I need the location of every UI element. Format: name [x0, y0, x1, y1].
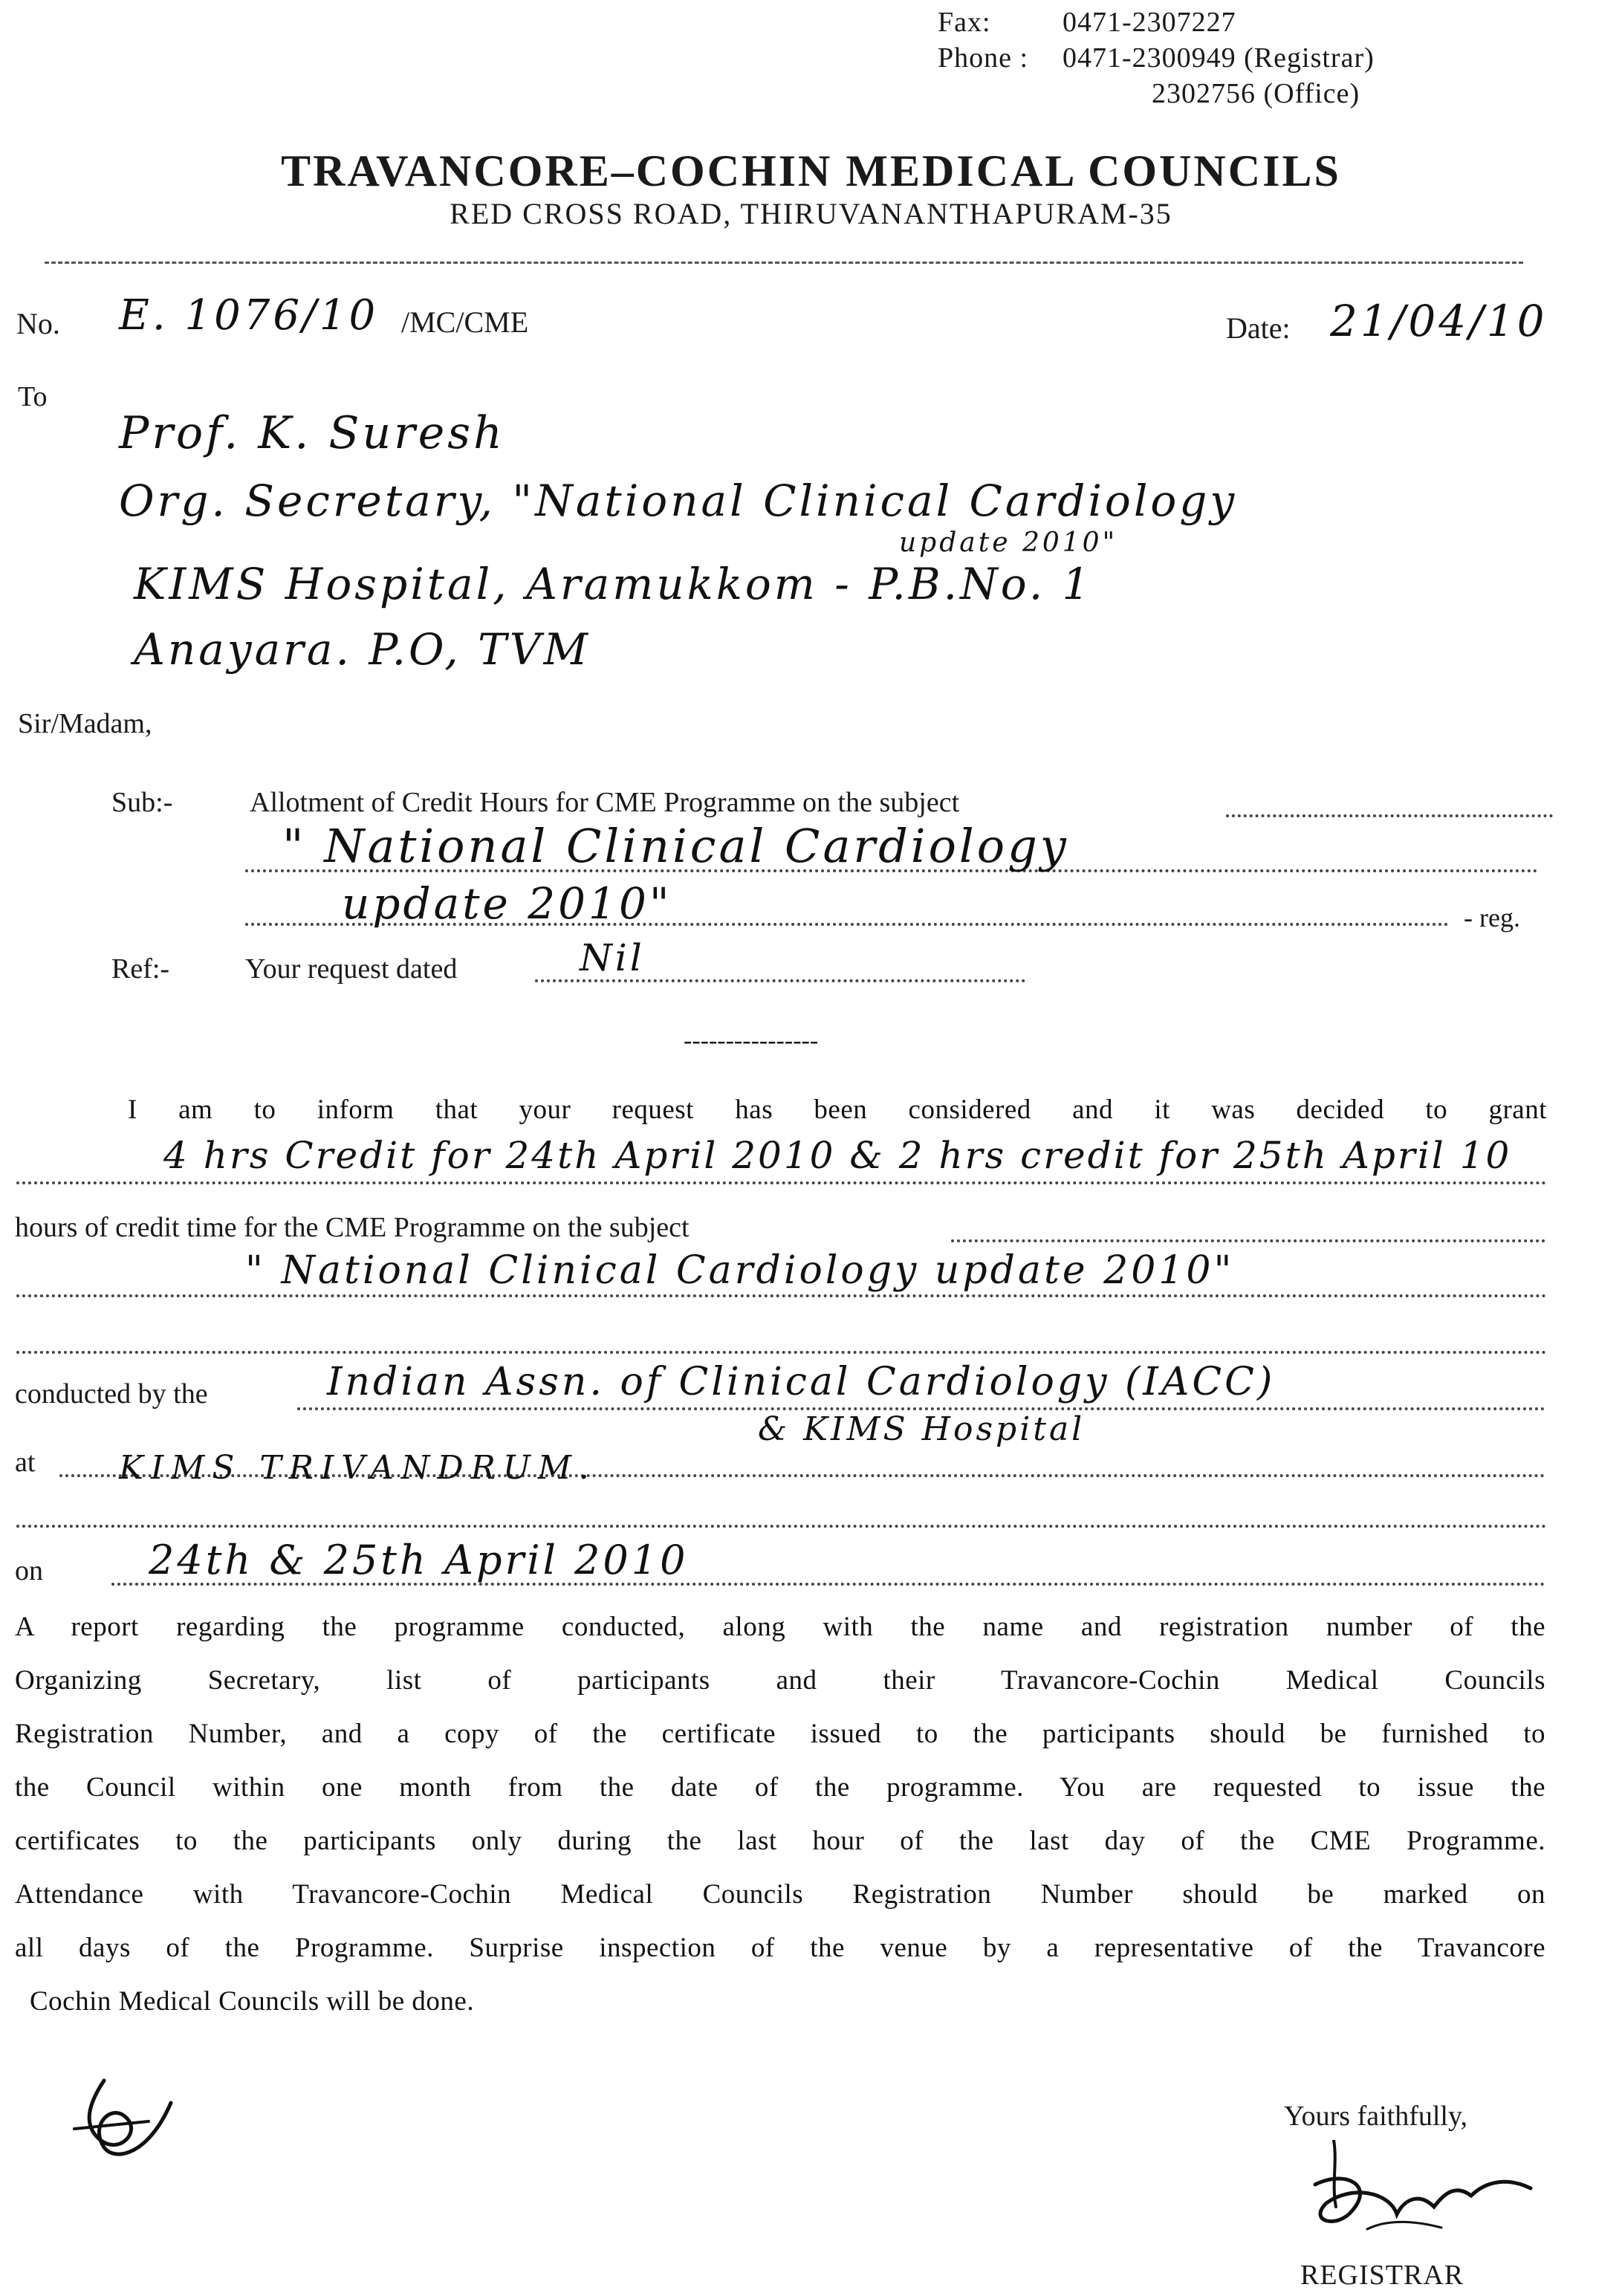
recipient-designation-cont: update 2010": [899, 528, 1118, 558]
conducted-handwritten: Indian Assn. of Clinical Cardiology (IACC): [327, 1360, 1276, 1404]
valediction: Yours faithfully,: [1284, 2101, 1468, 2132]
ref-handwritten: Nil: [580, 936, 645, 979]
report-line-3: Registration Number, and a copy of the certificate issued to the participants should be furnished to: [15, 1719, 1545, 1749]
no-label: No.: [16, 307, 60, 340]
on-label: on: [15, 1555, 43, 1586]
initials-mark: [59, 2073, 193, 2170]
hours-dots: [951, 1239, 1545, 1242]
body-divider: ----------------: [684, 1027, 819, 1054]
ref-dots: [535, 979, 1025, 982]
ref-label: Ref:-: [111, 953, 170, 985]
fax-label: Fax:: [938, 7, 991, 38]
on-handwritten: 24th & 25th April 2010: [149, 1537, 689, 1583]
recipient-name: Prof. K. Suresh: [119, 407, 505, 459]
header-divider: [45, 262, 1523, 264]
recipient-locality: Anayara. P.O, TVM: [134, 624, 591, 675]
at-blank-dots: [16, 1525, 1547, 1528]
registrar-signature: [1263, 2140, 1560, 2266]
intro-text: I am to inform that your request has been considered and it was decided to grant: [128, 1095, 1547, 1125]
registrar-designation: REGISTRAR: [1300, 2260, 1464, 2291]
conducted-label: conducted by the: [15, 1378, 208, 1410]
org-name: TRAVANCORE–COCHIN MEDICAL COUNCILS: [281, 146, 1341, 195]
date-handwritten: 21/04/10: [1330, 296, 1548, 346]
phone-office: 2302756 (Office): [1152, 78, 1360, 109]
recipient-hospital: KIMS Hospital, Aramukkom - P.B.No. 1: [134, 559, 1093, 609]
report-line-6: Attendance with Travancore-Cochin Medical Councils Registration Number should be marked on: [15, 1879, 1545, 1910]
date-label: Date:: [1226, 311, 1291, 345]
sub-handwritten-1: " National Clinical Cardiology: [282, 819, 1069, 873]
report-line-8: Cochin Medical Councils will be done.: [30, 1986, 475, 2017]
blank-dots: [16, 1351, 1547, 1354]
to-label: To: [18, 381, 48, 412]
sub-label: Sub:-: [111, 787, 173, 818]
at-handwritten-above: & KIMS Hospital: [758, 1410, 1086, 1448]
sub-dots: [1226, 814, 1553, 817]
org-address: RED CROSS ROAD, THIRUVANANTHAPURAM-35: [450, 197, 1172, 230]
report-line-1: A report regarding the programme conducted, along with the name and registration number of the: [15, 1612, 1545, 1642]
reg-suffix: - reg.: [1464, 903, 1520, 933]
report-line-5: certificates to the participants only during the last hour of the last day of the CME Programme.: [15, 1826, 1545, 1856]
subject-handwritten: " National Clinical Cardiology update 2010": [245, 1248, 1235, 1293]
report-line-4: the Council within one month from the date of the programme. You are requested to issue the: [15, 1772, 1545, 1803]
recipient-designation: Org. Secretary, "National Clinical Cardiology: [119, 476, 1238, 526]
at-handwritten: KIMS TRIVANDRUM.: [119, 1449, 597, 1487]
salutation: Sir/Madam,: [18, 708, 152, 739]
sub-text: Allotment of Credit Hours for CME Programme on the subject: [250, 787, 960, 818]
report-line-7: all days of the Programme. Surprise inspection of the venue by a representative of the Travancore: [15, 1933, 1545, 1963]
fax-number: 0471-2307227: [1063, 7, 1236, 38]
sub-handwritten-2: update 2010": [342, 878, 672, 929]
report-line-2: Organizing Secretary, list of participants and their Travancore-Cochin Medical Councils: [15, 1665, 1545, 1696]
subject-dots: [16, 1294, 1547, 1297]
contact-block: [938, 4, 1375, 111]
phone-registrar: 0471-2300949 (Registrar): [1063, 42, 1375, 74]
at-label: at: [15, 1447, 36, 1478]
phone-label: Phone :: [938, 42, 1029, 74]
ref-text: Your request dated: [245, 953, 458, 985]
reference-number-handwritten: E. 1076/10: [119, 291, 379, 340]
hours-text: hours of credit time for the CME Programme on the subject: [15, 1212, 690, 1243]
reference-suffix: /MC/CME: [401, 305, 529, 339]
credit-handwritten: 4 hrs Credit for 24th April 2010 & 2 hrs credit for 25th April 10: [163, 1134, 1512, 1177]
credit-dots: [16, 1181, 1547, 1184]
